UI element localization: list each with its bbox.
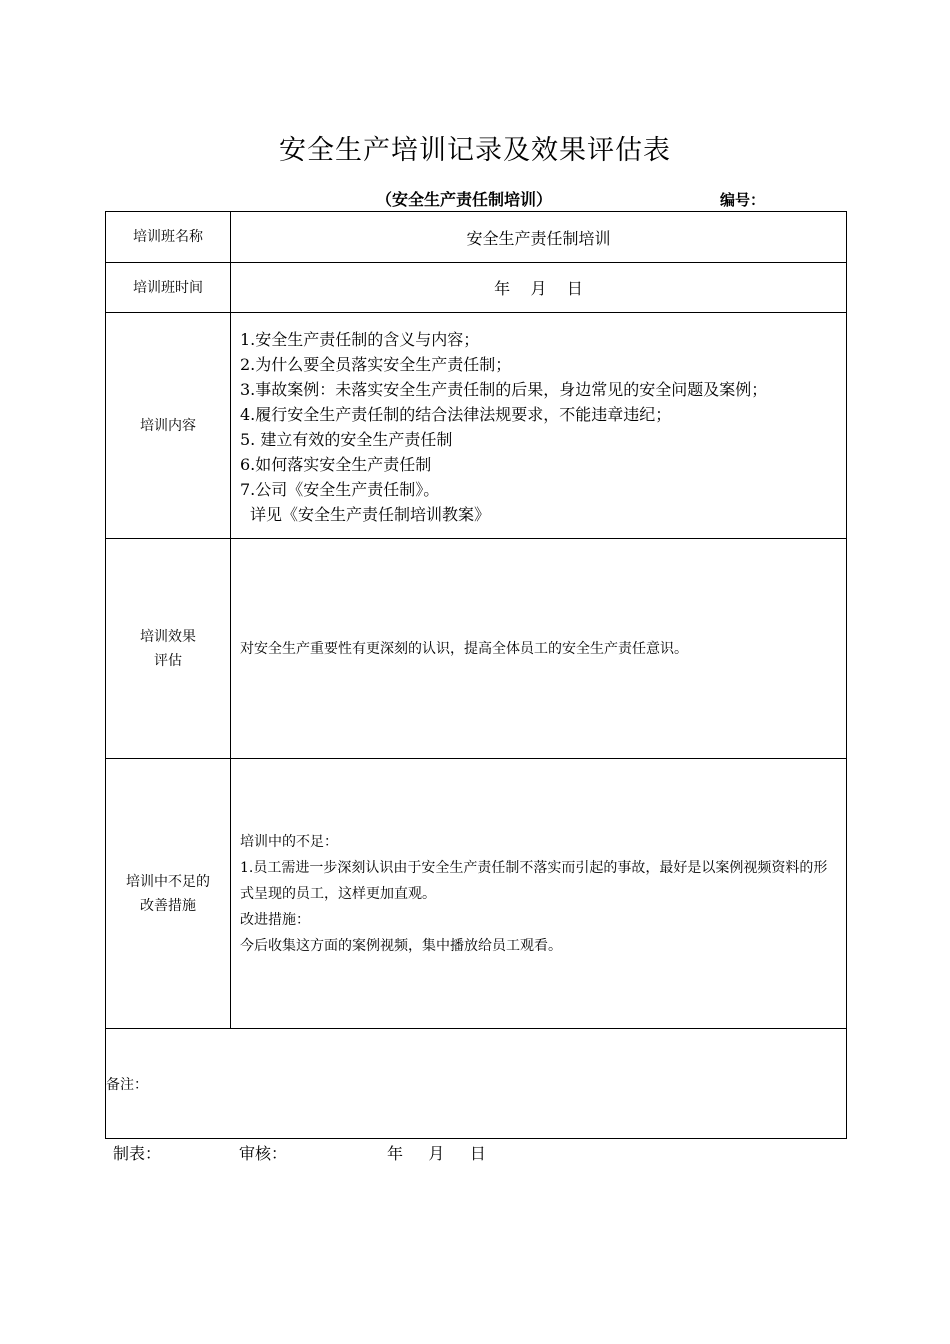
training-time-label: 培训班时间 <box>106 263 231 313</box>
table-row-training-content <box>106 313 847 539</box>
serial-number-label: 编号： <box>720 191 766 209</box>
content-note: 详见《安全生产责任制培训教案》 <box>250 504 491 524</box>
content-item: 5. 建立有效的安全生产责任制 <box>240 429 453 449</box>
footer-date: 年 月 日 <box>387 1144 486 1163</box>
improvement-label-line1: 培训中不足的 <box>126 873 210 890</box>
footer-prepared-by: 制表： <box>113 1144 162 1163</box>
document-title: 安全生产培训记录及效果评估表 <box>279 135 671 166</box>
table-row-remarks <box>106 1029 847 1139</box>
remarks-cell <box>106 1029 847 1139</box>
training-time-value: 年 月 日 <box>231 263 847 313</box>
table-row-training-effect <box>106 539 847 759</box>
shortcoming-heading: 培训中的不足： <box>240 833 338 850</box>
measure-text: 今后收集这方面的案例视频，集中播放给员工观看。 <box>240 937 562 954</box>
table-row-training-time <box>106 263 847 313</box>
remarks-label: 备注： <box>106 1076 148 1093</box>
content-item: 7.公司《安全生产责任制》。 <box>240 479 440 499</box>
training-effect-value: 对安全生产重要性有更深刻的认识，提高全体员工的安全生产责任意识。 <box>240 640 688 657</box>
content-item: 3.事故案例：未落实安全生产责任制的后果，身边常见的安全问题及案例； <box>240 379 768 399</box>
training-name-value: 安全生产责任制培训 <box>231 212 847 263</box>
content-item: 4.履行安全生产责任制的结合法律法规要求，不能违章违纪； <box>240 404 672 424</box>
training-effect-cell <box>231 539 847 759</box>
training-content-cell <box>231 313 847 539</box>
content-item: 1.安全生产责任制的含义与内容； <box>240 329 480 349</box>
training-content-list <box>231 325 846 527</box>
training-effect-label-line2: 评估 <box>154 652 182 669</box>
training-content-label: 培训内容 <box>106 313 231 539</box>
training-effect-label <box>106 539 231 759</box>
footer-reviewed-by: 审核： <box>239 1144 288 1163</box>
content-item: 2.为什么要全员落实安全生产责任制； <box>240 354 512 374</box>
shortcoming-text: 1.员工需进一步深刻认识由于安全生产责任制不落实而引起的事故，最好是以案例视频资料的形式呈现的员工，这样更加直观。 <box>240 859 828 902</box>
table-row-training-name <box>106 212 847 263</box>
training-effect-label-line1: 培训效果 <box>140 628 196 645</box>
content-item: 6.如何落实安全生产责任制 <box>240 454 432 474</box>
document-subtitle: （安全生产责任制培训） <box>376 190 553 209</box>
improvement-label <box>106 759 231 1029</box>
improvement-cell <box>231 759 847 1029</box>
table-row-improvement <box>106 759 847 1029</box>
improvement-label-line2: 改善措施 <box>140 897 196 914</box>
training-record-table <box>105 211 847 1139</box>
improvement-text-block <box>231 829 846 959</box>
measure-heading: 改进措施： <box>240 911 310 928</box>
training-name-label: 培训班名称 <box>106 212 231 263</box>
